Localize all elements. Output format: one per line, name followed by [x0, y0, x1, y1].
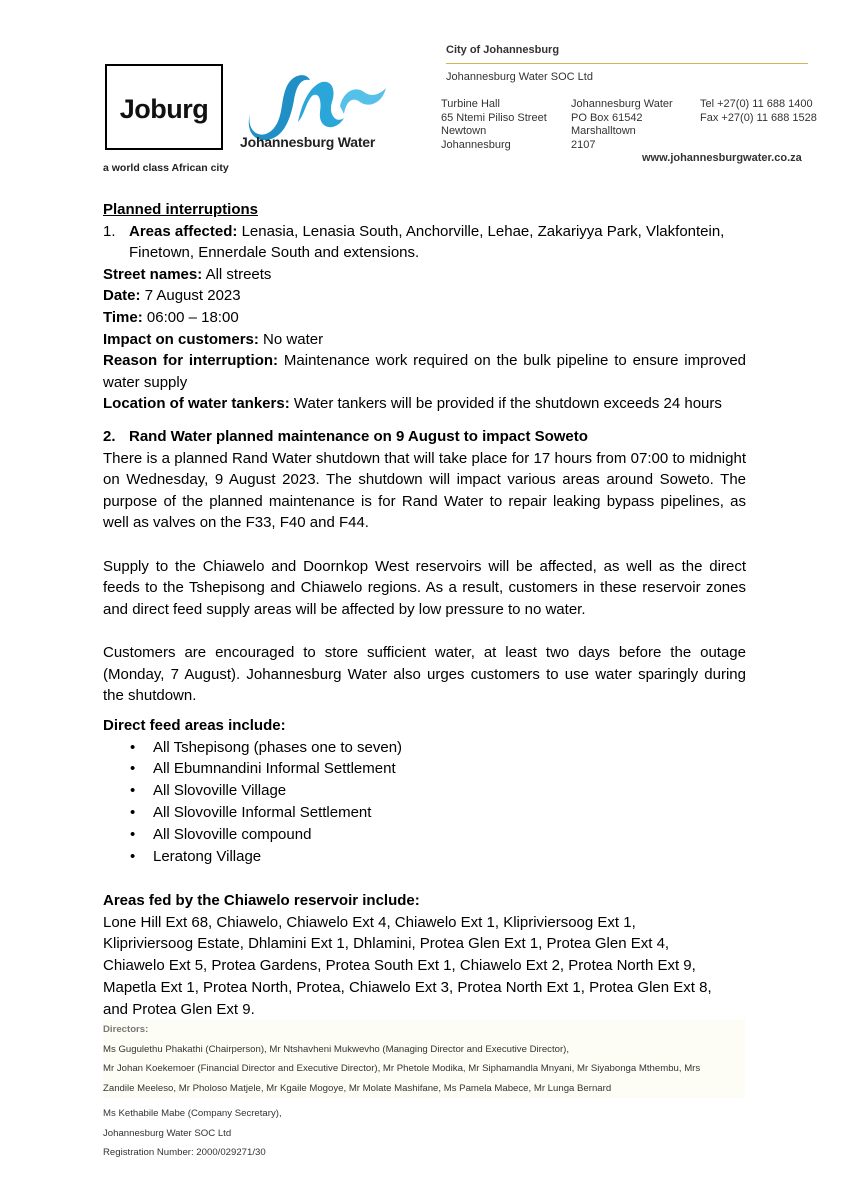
directors-line: Ms Gugulethu Phakathi (Chairperson), Mr Ntshavheni Mukwevho (Managing Director and Executive Director), — [103, 1043, 570, 1055]
list-heading: Areas fed by the Chiawelo reservoir include: — [103, 892, 420, 909]
field-label: Street names: — [103, 265, 203, 283]
header-divider — [446, 63, 808, 64]
section-heading — [103, 426, 746, 448]
reason-for-interruption — [103, 350, 746, 393]
list-item: • All Ebumnandini Informal Settlement — [103, 758, 746, 780]
list-item: • All Tshepisong (phases one to seven) — [103, 737, 746, 759]
jw-logo-wave-left — [249, 75, 310, 140]
field-label: Date: — [103, 287, 141, 305]
section-planned-interruptions — [103, 199, 746, 415]
postal-address — [571, 98, 673, 152]
address-line: 2107 — [571, 138, 596, 151]
date — [103, 285, 746, 307]
area-line: Chiawelo Ext 5, Protea Gardens, Protea South Ext 1, Chiawelo Ext 2, Protea North Ext 9, — [103, 957, 696, 975]
areas-affected — [103, 221, 746, 264]
directors-line: Mr Johan Koekemoer (Financial Director and Executive Director), Mr Phetole Modika, Mr Siphamandla Mnyani, Mr Siyabonga Mthembu, Mrs — [103, 1063, 701, 1074]
address-line: Turbine Hall — [441, 98, 500, 110]
address-line: PO Box 61542 — [571, 111, 643, 124]
field-value: No water — [263, 330, 324, 348]
jw-logo-wave-mid — [298, 82, 344, 127]
field-value: Maintenance work required on the bulk pipeline to ensure improved water supply — [103, 352, 747, 391]
address-line: Newtown — [441, 125, 487, 138]
contact-numbers — [700, 98, 817, 125]
city-title: City of Johannesburg — [446, 44, 560, 56]
list-item: • All Slovoville Village — [103, 780, 746, 802]
field-label: Impact on customers: — [103, 330, 259, 348]
impact-on-customers — [103, 329, 746, 351]
joburg-tagline: a world class African city — [103, 162, 229, 174]
telephone: Tel +27(0) 11 688 1400 — [700, 98, 813, 110]
company-name: Johannesburg Water SOC Ltd — [446, 71, 593, 83]
chiawelo-reservoir-areas — [103, 890, 746, 1020]
area-line: Lone Hill Ext 68, Chiawelo, Chiawelo Ext 4, Chiawelo Ext 1, Klipriviersoog Ext 1, — [103, 913, 636, 931]
section-heading-text: Rand Water planned maintenance on 9 August to impact Soweto — [129, 428, 588, 445]
field-value: Lenasia, Lenasia South, Anchorville, Lehae, Zakariyya Park, Vlakfontein, Finetown, Ennerdale South and extensions. — [129, 222, 725, 262]
areas-affected-text — [129, 221, 746, 264]
company-name-footer: Johannesburg Water SOC Ltd — [103, 1127, 232, 1139]
field-label: Location of water tankers: — [103, 395, 290, 413]
field-value: 06:00 – 18:00 — [146, 308, 239, 326]
company-secretary: Ms Kethabile Mabe (Company Secretary), — [103, 1108, 282, 1119]
item-number: 2. — [103, 428, 116, 445]
address-line: Marshalltown — [571, 125, 636, 138]
direct-feed-list — [103, 737, 746, 868]
field-value: All streets — [205, 265, 272, 283]
time — [103, 307, 746, 329]
street-names — [103, 264, 746, 286]
directors-title: Directors: — [103, 1024, 149, 1035]
list-item: • Leratong Village — [103, 846, 746, 868]
section-heading: Planned interruptions — [103, 201, 259, 218]
area-line: and Protea Glen Ext 9. — [103, 1000, 255, 1018]
jw-logo-wave-right — [340, 88, 386, 114]
field-label: Reason for interruption: — [103, 352, 279, 370]
joburg-logo-text: Joburg — [119, 94, 209, 124]
paragraph: Supply to the Chiawelo and Doornkop West reservoirs will be affected, as well as the direct feeds to the Tshepisong and Chiawelo regions. As a result, customers in these reservoir zones and direct feed supply areas will be affected by low pressure to no water. — [103, 557, 746, 618]
registration-number: Registration Number: 2000/029271/30 — [103, 1147, 266, 1158]
johannesburg-water-logo-text: Johannesburg Water — [240, 134, 376, 150]
paragraph: There is a planned Rand Water shutdown that will take place for 17 hours from 07:00 to midnight on Wednesday, 9 August 2023. The shutdown will impact various areas around Soweto. The purpose of the planned maintenance is for Rand Water to repair leaking bypass pipelines, as well as valves on the F33, F40 and F44. — [103, 449, 746, 532]
website-link[interactable]: www.johannesburgwater.co.za — [642, 152, 802, 164]
direct-feed-areas — [103, 715, 746, 867]
area-line: Klipriviersoog Estate, Dhlamini Ext 1, Dhlamini, Protea Glen Ext 1, Protea Glen Ext 4, — [103, 935, 670, 953]
company-footer — [103, 1104, 282, 1163]
section-rand-water-maintenance — [103, 426, 746, 707]
joburg-logo — [105, 64, 223, 150]
paragraph: Customers are encouraged to store sufficient water, at least two days before the outage (Monday, 7 August). Johannesburg Water also urges customers to use water sparingly during the shutdown. — [103, 643, 746, 705]
directors-line: Zandile Meeleso, Mr Pholoso Matjele, Mr Kgaile Mogoye, Mr Molate Mashifane, Ms Pamela Mabece, Mr Lunga Bernard — [103, 1082, 612, 1094]
area-line: Mapetla Ext 1, Protea North, Protea, Chiawelo Ext 3, Protea North Ext 1, Protea Glen Ext 8, — [103, 978, 712, 996]
field-label: Time: — [103, 308, 143, 326]
list-item: • All Slovoville compound — [103, 824, 746, 846]
directors-footer — [103, 1020, 745, 1098]
physical-address — [441, 98, 547, 152]
list-item: • All Slovoville Informal Settlement — [103, 802, 746, 824]
water-tankers — [103, 393, 746, 415]
address-line: 65 Ntemi Piliso Street — [441, 111, 547, 124]
address-line: Johannesburg Water — [571, 98, 673, 110]
item-number: 1. — [103, 222, 116, 240]
field-label: Areas affected: — [129, 222, 238, 240]
address-line: Johannesburg — [441, 138, 511, 151]
fax: Fax +27(0) 11 688 1528 — [700, 111, 817, 124]
list-heading: Direct feed areas include: — [103, 717, 286, 734]
field-value: Water tankers will be provided if the shutdown exceeds 24 hours — [293, 395, 722, 413]
field-value: 7 August 2023 — [144, 287, 241, 305]
